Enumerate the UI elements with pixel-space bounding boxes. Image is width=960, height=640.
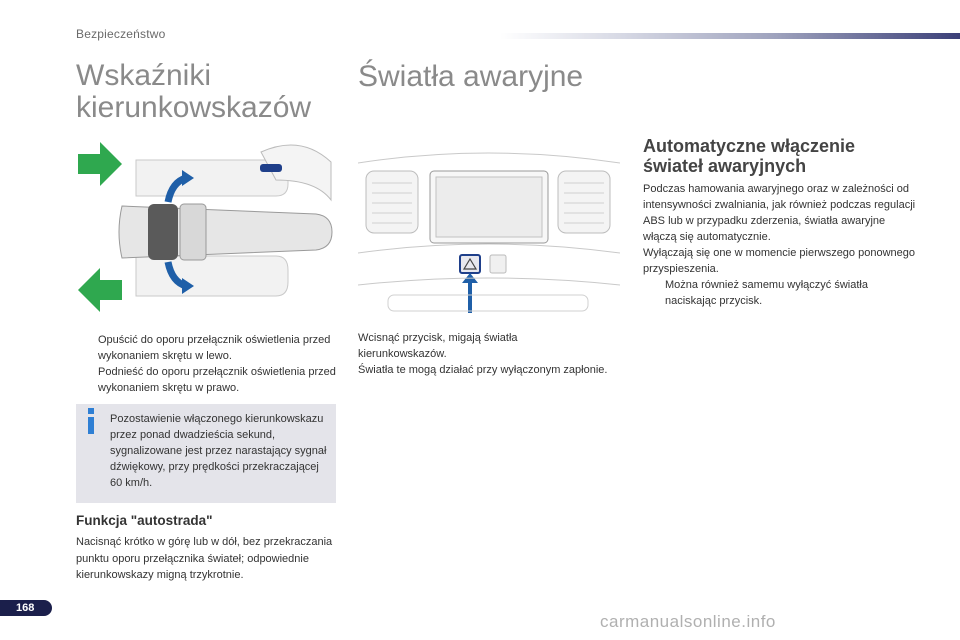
hazard-instructions: Wcisnąć przycisk, migają światła kierunkowskazów. Światła te mogą działać przy wyłączonym zapłonie. (358, 332, 608, 376)
section-label: Bezpieczeństwo (76, 27, 166, 41)
turn-signal-instructions (76, 332, 346, 396)
auto-hazard-paragraph: Podczas hamowania awaryjnego oraz w zależności od intensywności zwalniania, jak również podczas regulacji ABS lub w przypadku zderzenia, światła awaryjne włączą się automatycznie. Wyłączają się one w momencie pierwszego ponownego przyspieszenia. Można również samemu wyłączyć światła naciskając przycisk. (643, 181, 918, 309)
site-watermark: carmanualsonline.info (600, 612, 776, 631)
page-title-hazard-lights: Światła awaryjne (358, 60, 584, 93)
autostrada-heading: Funkcja "autostrada" (76, 513, 213, 528)
list-item: Można również samemu wyłączyć światła naciskając przycisk. (665, 279, 868, 307)
page-number: 168 (16, 602, 35, 614)
dashboard-hazard-button-illustration (358, 135, 620, 318)
page-title-turn-signals: Wskaźniki kierunkowskazów (76, 59, 312, 124)
arrow-right-icon (78, 142, 122, 186)
auto-hazard-heading: Automatyczne włączenie świateł awaryjnych (643, 136, 856, 176)
info-icon (86, 408, 96, 434)
header-gradient-bar (500, 33, 960, 39)
list-item: Podnieść do oporu przełącznik oświetlenia przed wykonaniem skrętu w prawo. (98, 366, 336, 394)
list-item: Opuścić do oporu przełącznik oświetlenia przed wykonaniem skrętu w lewo. (98, 334, 331, 362)
info-text: Pozostawienie włączonego kierunkowskazu przez ponad dwadzieścia sekund, sygnalizowane jest przez narastający sygnał dźwiękowy, przy prędkości przekraczającej 60 km/h. (110, 413, 327, 489)
arrow-left-icon (78, 268, 122, 312)
turn-signal-stalk-illustration (76, 140, 338, 318)
autostrada-paragraph: Nacisnąć krótko w górę lub w dół, bez przekraczania punktu oporu przełącznika świateł; odpowiednie kierunkowskazy migną trzykrotnie. (76, 536, 333, 581)
